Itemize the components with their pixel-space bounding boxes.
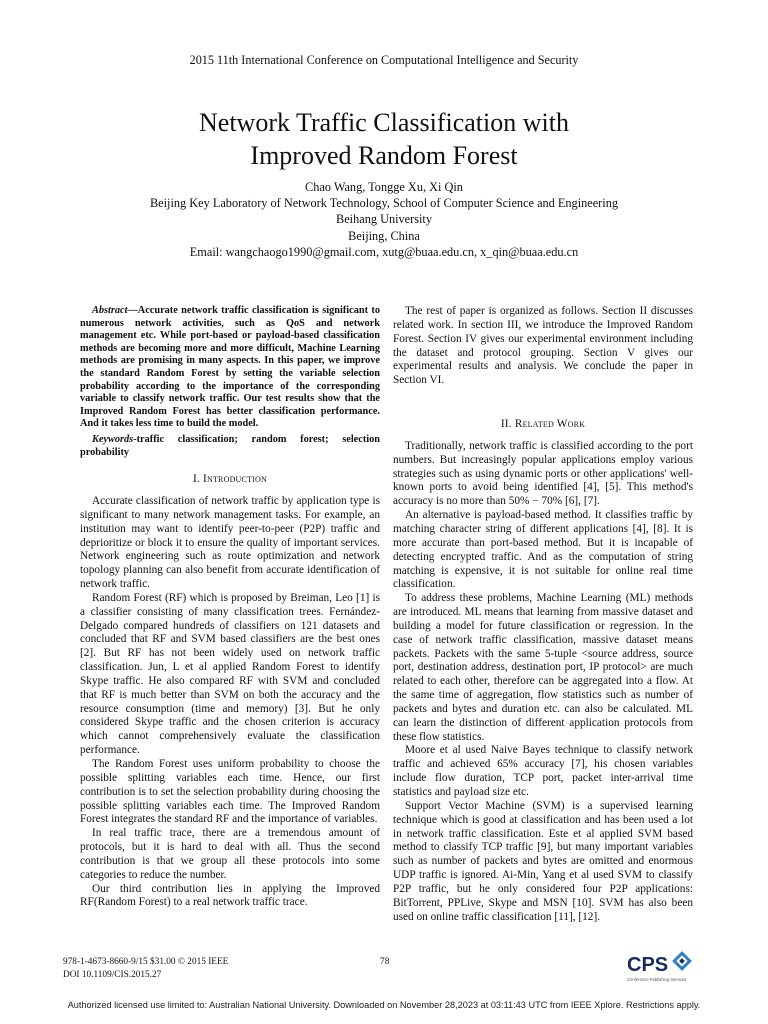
- isbn-line: 978-1-4673-8660-9/15 $31.00 © 2015 IEEE: [63, 957, 229, 967]
- conference-header: 2015 11th International Conference on Computational Intelligence and Security: [189, 53, 579, 67]
- left-column: [80, 305, 380, 910]
- intro-paragraph: The Random Forest uses uniform probability to choose the possible splitting variables each time. Hence, our first contribution is to set the selection probability during choosing the possible splitting variables each time. The Improved Random Forest integrates the standard RF and the importance of variables.: [80, 758, 380, 826]
- title-line-1: Network Traffic Classification with: [199, 108, 569, 137]
- related-paragraph: Traditionally, network traffic is classified according to the port numbers. But increasingly popular applications employ various strategies such as using dynamic ports or other applications' well-known ports to avoid being identified [4], [5]. This method's accuracy is no more than 50% − 70% [6], [7].: [393, 439, 693, 508]
- section-heading-related-work: II. Related Work: [500, 418, 586, 431]
- related-paragraph: To address these problems, Machine Learning (ML) methods are introduced. ML means that learning from massive dataset and building a model for future classification or regression. In the case of network traffic classification, massive dataset means packets. Packets with the same 5-tuple <source address, source port, destination address, destination port, IP protocol> are much related to each other, therefore can be aggregated into a flow. At the same time of aggregation, flow statistics such as number of packets and bytes and duration etc. can also be calculated. ML can learn the distinction of different application protocols from these flow statistics.: [393, 592, 693, 743]
- author-email: Email: wangchaogo1990@gmail.com, xutg@buaa.edu.cn, x_qin@buaa.edu.cn: [189, 244, 579, 259]
- title-line-2: Improved Random Forest: [250, 141, 518, 170]
- footer-left: [63, 956, 228, 982]
- author-names: Chao Wang, Tongge Xu, Xi Qin: [305, 180, 463, 194]
- logo-text: CPS: [627, 954, 669, 976]
- cps-logo: [624, 948, 696, 984]
- related-paragraph: Support Vector Machine (SVM) is a supervised learning technique which is good at classification and has been used a lot in network traffic classification. Este et al applied SVM based method to classify TCP traffic [9], but many important variables such as number of packets and bytes are omitted and enormous UDP traffic is ignored. Ai-Min, Yang et al used SVM to classify P2P traffic, but he only considered four P2P applications: BitTorrent, PPLive, Skype and MSN [10]. SVM has also been used on online traffic classification [11], [12].: [393, 799, 693, 923]
- keywords-lead: Keywords: [92, 433, 134, 445]
- page-number: 78: [380, 957, 390, 967]
- related-paragraph: Moore et al used Naive Bayes technique to classify network traffic and achieved 65% accuracy [7], his chosen variables include flow duration, TCP port, packet inter-arrival time statistics and payload size etc.: [393, 744, 693, 798]
- doi-line: DOI 10.1109/CIS.2015.27: [63, 970, 162, 980]
- related-paragraph: An alternative is payload-based method. It classifies traffic by matching character string of different applications [4], [8]. It is more accurate than port-based method. But it is incapable of detecting encrypted traffic. And as the computation of string matching is expensive, it is not suitable for online real time classification.: [393, 509, 693, 591]
- author-university: Beihang University: [336, 212, 432, 227]
- abstract-text: —Accurate network traffic classification is significant to numerous network activities, such as QoS and network management etc. While port-based or payload-based classification methods are becoming more and more difficult, Machine Learning methods are promising in many aspects. In this paper, we improve the standard Random Forest by setting the variable selection probability according to the importance of the corresponding variable to classify network traffic. Our test results show that the Improved Random Forest has better classification performance. And it takes less time to build the model.: [80, 305, 380, 430]
- keywords: [80, 434, 380, 459]
- author-city: Beijing, China: [348, 228, 420, 243]
- authorized-use-notice: Authorized licensed use limited to: Australian National University. Downloaded on November 28,2023 at 03:11:43 UTC from IEEE Xplore. Restrictions apply.: [67, 1000, 701, 1010]
- organization-paragraph: The rest of paper is organized as follows. Section II discusses related work. In section III, we introduce the Improved Random Forest. Section IV gives our experimental environment including the dataset and protocol grouping. Section V gives our experimental results and analysis. We conclude the paper in Section VI.: [393, 305, 693, 387]
- author-affiliation: Beijing Key Laboratory of Network Technology, School of Computer Science and Engineering: [149, 196, 618, 211]
- section-heading-introduction: I. Introduction: [193, 473, 267, 486]
- author-block: [0, 179, 768, 260]
- intro-paragraph: Random Forest (RF) which is proposed by Breiman, Leo [1] is a classifier consisting of many classification trees. Fernández-Delgado compared hundreds of classifiers on 121 datasets and concluded that RF and SVM based classifiers are the best ones [2]. But RF has not been widely used on network traffic classification. Jun, L et al applied Random Forest to identify Skype traffic. He also compared RF with SVM and concluded that RF is much better than SVM on both the accuracy and the resource consumption (time and memory) [3]. But he only considered Skype traffic and the chosen criterion is accuracy which cannot comprehensively evaluate the classification performance.: [80, 591, 380, 757]
- paper-title: [0, 106, 768, 172]
- abstract-lead: Abstract: [92, 305, 128, 316]
- abstract: [80, 305, 380, 431]
- intro-paragraph: Accurate classification of network traffic by application type is significant to many network management tasks. For example, an institution may want to identify peer-to-peer (P2P) traffic and deprioritize or block it to ensure the quality of important services. Network engineering such as route optimization and network topology planning can also benefit from accurate identification of network traffic.: [80, 494, 380, 591]
- right-column: [393, 305, 693, 924]
- intro-paragraph: Our third contribution lies in applying the Improved RF(Random Forest) to a real network traffic trace.: [80, 882, 380, 909]
- logo-subtext: Conference Publishing Services: [627, 977, 687, 982]
- intro-paragraph: In real traffic trace, there are a tremendous amount of protocols, but it is hard to deal with all. Thus the second contribution is that we group all these protocols into some categories to reduce the number.: [80, 827, 380, 881]
- keywords-text: -traffic classification; random forest; selection probability: [80, 433, 380, 458]
